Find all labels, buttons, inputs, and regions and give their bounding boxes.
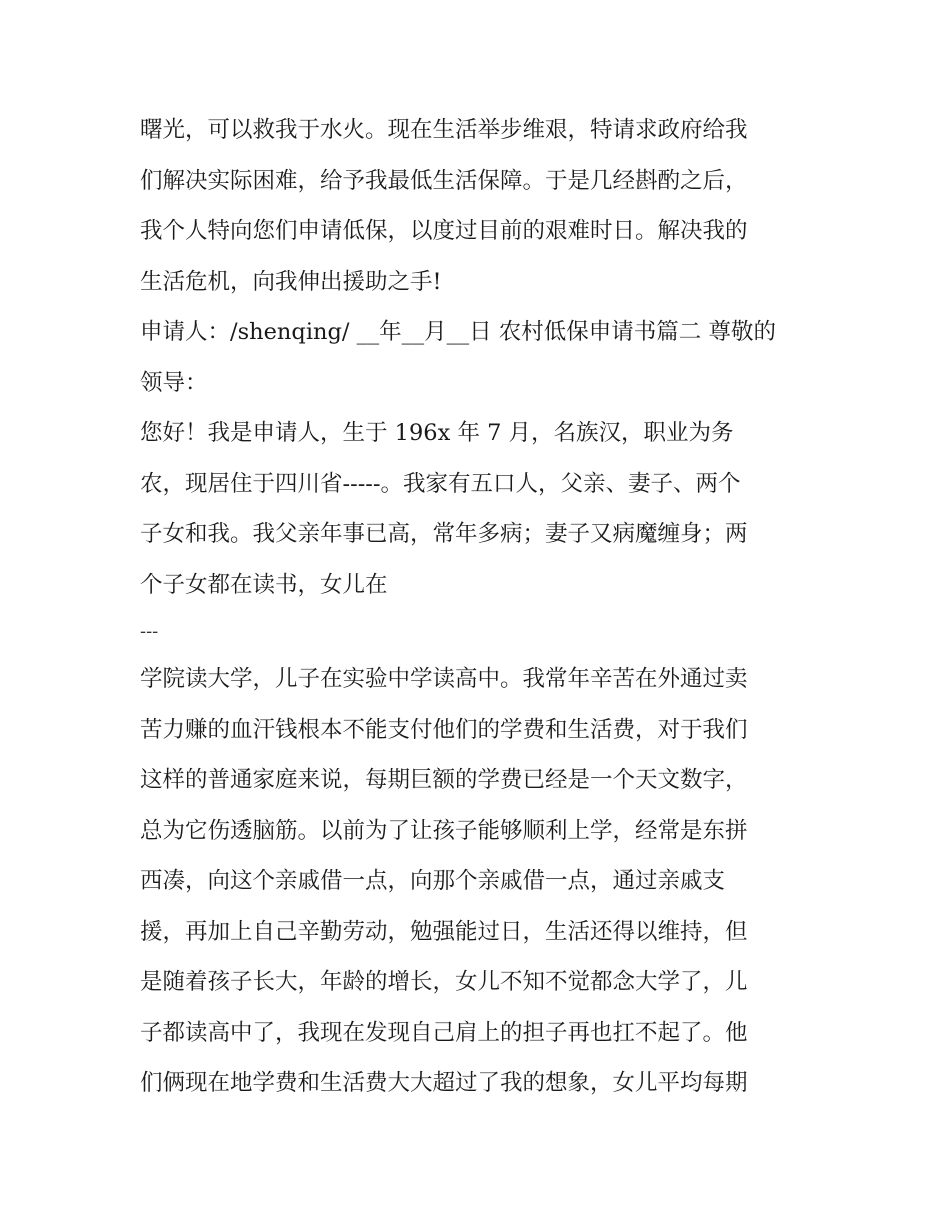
text-line: 学院读大学，儿子在实验中学读高中。我常年辛苦在外通过卖 (140, 666, 748, 692)
text-line: 曙光，可以救我于水火。现在生活举步维艰，特请求政府给我 (140, 117, 748, 143)
text-line: 这样的普通家庭来说，每期巨额的学费已经是一个天文数字， (140, 767, 748, 793)
text-line: 们俩现在地学费和生活费大大超过了我的想象，女儿平均每期 (140, 1070, 748, 1096)
text-line: 农，现居住于四川省-----。我家有五口人，父亲、妻子、两个 (140, 470, 741, 497)
text-line: 援，再加上自己辛勤劳动，勉强能过日，生活还得以维持，但 (140, 918, 748, 945)
text-line: 总为它伤透脑筋。以前为了让孩子能够顺利上学，经常是东拼 (140, 817, 748, 844)
text-line: 个子女都在读书，女儿在 (140, 571, 388, 598)
text-line: 子女和我。我父亲年事已高，常年多病；妻子又病魔缠身；两 (140, 521, 748, 547)
text-line: 子都读高中了，我现在发现自己肩上的担子再也扛不起了。他 (140, 1019, 748, 1046)
text-line: 西凑，向这个亲戚借一点，向那个亲戚借一点，通过亲戚支 (140, 868, 726, 894)
section-separator: --- (140, 621, 159, 642)
document-body (140, 105, 820, 1109)
text-line: 我个人特向您们申请低保，以度过目前的艰难时日。解决我的 (140, 218, 748, 244)
text-line: 们解决实际困难，给予我最低生活保障。于是几经斟酌之后， (140, 167, 748, 194)
text-line: 生活危机，向我伸出援助之手! (140, 268, 442, 295)
text-line: 是随着孩子长大，年龄的增长，女儿不知不觉都念大学了，儿 (140, 969, 748, 995)
salutation-line: 领导： (140, 369, 208, 396)
text-line: 苦力赚的血汗钱根本不能支付他们的学费和生活费，对于我们 (140, 716, 748, 743)
applicant-line: 申请人：/shenqing/ __年__月__日 农村低保申请书篇二 尊敬的 (140, 319, 776, 345)
text-line: 您好！我是申请人，生于 196x 年 7 月，名族汉，职业为务 (140, 420, 734, 446)
